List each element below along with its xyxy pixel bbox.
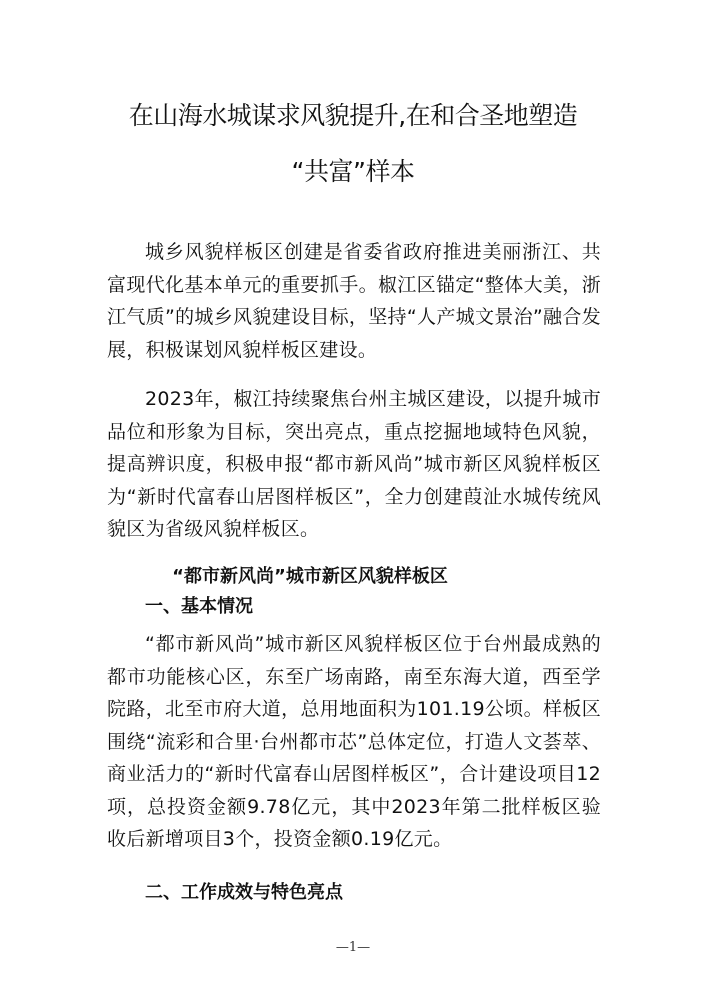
paragraph-intro: 城乡风貌样板区创建是省委省政府推进美丽浙江、共富现代化基本单元的重要抓手。椒江区锚定“整体大美，浙江气质”的城乡风貌建设目标，坚持“人产城文景治”融合发展，积极谋划风貌样板区建设。	[107, 241, 601, 361]
paragraph-2023: 2023年，椒江持续聚焦台州主城区建设，以提升城市品位和形象为目标，突出亮点，重点挖掘地域特色风貌，提高辨识度，积极申报“都市新风尚”城市新区风貌样板区为“新时代富春山居图样板区”，全力创建葭沚水城传统风貌区为省级风貌样板区。	[107, 388, 601, 540]
section-title: “都市新风尚”城市新区风貌样板区	[172, 566, 448, 587]
paragraph-basic-situation: “都市新风尚”城市新区风貌样板区位于台州最成熟的都市功能核心区，东至广场南路，南至东海大道，西至学院路，北至市府大道，总用地面积为101.19公顷。样板区围绕“流彩和合里·台州都市芯”总体定位，打造人文荟萃、商业活力的“新时代富春山居图样板区”，合计建设项目12项，总投资金额9.78亿元，其中2023年第二批样板区验收后新增项目3个，投资金额0.19亿元。	[107, 633, 601, 850]
heading-achievements: 二、工作成效与特色亮点	[145, 882, 343, 903]
heading-basic-situation: 一、基本情况	[145, 596, 253, 617]
page-number: —1—	[335, 940, 371, 955]
document-title-line-2: “共富”样本	[291, 157, 415, 186]
document-title-line-1: 在山海水城谋求风貌提升,在和合圣地塑造	[128, 101, 578, 130]
